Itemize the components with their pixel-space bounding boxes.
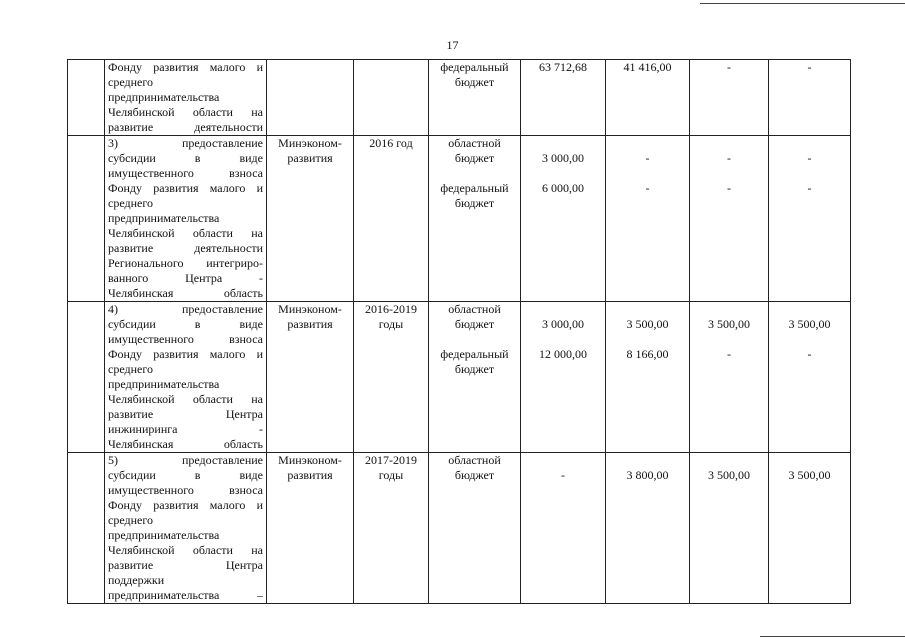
description-word: область — [223, 437, 263, 451]
term-line: 2016-2019 — [365, 302, 417, 316]
description-line — [108, 256, 263, 271]
description-word: имущественного — [108, 166, 194, 180]
description-word: в — [194, 317, 201, 331]
funding-source-line: федеральный — [440, 60, 509, 74]
description-word: и — [256, 60, 263, 74]
description-word: Центра — [225, 407, 263, 421]
amount-cell-3 — [690, 453, 769, 604]
budget-table — [67, 59, 851, 604]
description-word: малого — [209, 347, 246, 361]
spacer — [693, 166, 765, 181]
description-line — [108, 302, 263, 317]
table-body — [68, 60, 851, 604]
executor-line: развития — [287, 151, 333, 165]
amount-cell-1 — [521, 453, 606, 604]
amount-value: - — [561, 468, 565, 482]
description-word: на — [251, 543, 263, 557]
description-cell — [105, 453, 267, 604]
row-number-cell — [68, 302, 105, 453]
description-word: - — [259, 422, 263, 436]
executor-cell — [267, 302, 354, 453]
spacer — [432, 332, 517, 347]
page-number: 17 — [446, 38, 459, 52]
term-cell — [354, 136, 429, 302]
description-line — [108, 211, 263, 226]
description-word: предпринимательства — [108, 377, 220, 391]
spacer — [772, 453, 847, 468]
description-line — [108, 573, 263, 588]
term-cell — [354, 302, 429, 453]
amount-cell-1 — [521, 60, 606, 136]
row-number-cell — [68, 453, 105, 604]
description-word: Фонду — [108, 181, 143, 195]
executor-cell — [267, 136, 354, 302]
spacer — [772, 166, 847, 181]
description-line — [108, 317, 263, 332]
description-word: развитие — [108, 120, 154, 134]
funding-source-cell — [429, 60, 521, 136]
funding-source-cell — [429, 453, 521, 604]
funding-source-line: бюджет — [454, 75, 495, 89]
executor-line: развития — [287, 468, 333, 482]
description-word: 4) — [108, 302, 118, 316]
amount-cell-2 — [606, 60, 690, 136]
description-word: - — [258, 271, 263, 285]
amount-value: - — [645, 151, 650, 165]
spacer — [524, 453, 602, 468]
description-line — [108, 498, 263, 513]
amount-cell-2 — [606, 136, 690, 302]
executor-cell — [267, 60, 354, 136]
executor-line: Минэконом- — [278, 302, 342, 316]
description-line — [108, 528, 263, 543]
funding-source-line: федеральный — [440, 181, 509, 195]
amount-value: 3 800,00 — [626, 468, 669, 482]
funding-source-line: бюджет — [454, 362, 495, 376]
description-word: 3) — [108, 136, 118, 150]
funding-source-line: бюджет — [454, 317, 495, 331]
spacer — [609, 302, 686, 317]
spacer — [524, 136, 602, 151]
amount-cell-4 — [769, 453, 851, 604]
funding-source-line: областной — [448, 136, 501, 150]
description-word: виде — [239, 151, 263, 165]
description-word: области — [192, 543, 233, 557]
term-line: 2016 год — [369, 136, 413, 150]
description-word: – — [257, 588, 263, 602]
spacer — [609, 166, 686, 181]
description-word: развития — [153, 181, 199, 195]
description-word: Центра — [185, 271, 223, 285]
description-line — [108, 453, 263, 468]
description-word: Челябинской — [108, 392, 175, 406]
spacer — [693, 332, 765, 347]
description-word: малого — [209, 498, 246, 512]
amount-cell-2 — [606, 453, 690, 604]
description-line — [108, 151, 263, 166]
amount-value: 3 500,00 — [788, 317, 831, 331]
spacer — [772, 302, 847, 317]
description-word: область — [223, 286, 263, 300]
executor-cell — [267, 453, 354, 604]
amount-value: 3 500,00 — [626, 317, 669, 331]
description-line — [108, 588, 263, 603]
description-word: Челябинской — [108, 226, 175, 240]
amount-cell-4 — [769, 60, 851, 136]
amount-value: 41 416,00 — [623, 60, 672, 74]
table-row — [68, 60, 851, 136]
description-cell — [105, 136, 267, 302]
description-word: ванного — [108, 271, 149, 285]
description-line — [108, 437, 263, 452]
description-line — [108, 196, 263, 211]
description-word: деятельности — [194, 120, 263, 134]
description-word: деятельности — [194, 241, 263, 255]
amount-value: - — [807, 60, 812, 74]
executor-line: развития — [287, 317, 333, 331]
spacer — [609, 136, 686, 151]
amount-cell-4 — [769, 302, 851, 453]
row-number-cell — [68, 136, 105, 302]
description-line — [108, 392, 263, 407]
amount-cell-1 — [521, 302, 606, 453]
description-line — [108, 181, 263, 196]
table-row — [68, 453, 851, 604]
description-word: Фонду — [108, 60, 143, 74]
description-word: развития — [153, 60, 199, 74]
description-word: Челябинской — [108, 105, 175, 119]
description-line — [108, 166, 263, 181]
description-line — [108, 347, 263, 362]
description-word: области — [192, 105, 233, 119]
description-word: субсидии — [108, 151, 156, 165]
description-line — [108, 558, 263, 573]
funding-source-line: бюджет — [454, 151, 495, 165]
description-word: взноса — [229, 332, 263, 346]
description-line — [108, 407, 263, 422]
amount-value: - — [727, 151, 731, 165]
funding-source-cell — [429, 302, 521, 453]
description-word: малого — [209, 181, 246, 195]
description-word: Челябинская — [108, 286, 174, 300]
amount-value: - — [727, 347, 731, 361]
description-line — [108, 483, 263, 498]
description-word: Фонду — [108, 347, 143, 361]
description-word: и — [256, 181, 263, 195]
description-line — [108, 286, 263, 301]
amount-value: - — [807, 181, 812, 195]
description-word: Челябинская — [108, 437, 174, 451]
description-line — [108, 271, 263, 286]
top-edge-line — [700, 3, 905, 4]
funding-source-line: бюджет — [454, 196, 495, 210]
description-word: на — [251, 226, 263, 240]
description-word: имущественного — [108, 483, 194, 497]
description-word: развитие — [108, 407, 154, 421]
description-word: развитие — [108, 241, 154, 255]
description-word: предпринимательства — [108, 588, 220, 602]
funding-source-cell — [429, 136, 521, 302]
term-cell — [354, 60, 429, 136]
description-word: предоставление — [181, 453, 263, 467]
description-line — [108, 120, 263, 135]
description-word: среднего — [108, 513, 153, 527]
description-line — [108, 226, 263, 241]
description-word: виде — [239, 468, 263, 482]
description-word: виде — [239, 317, 263, 331]
description-line — [108, 377, 263, 392]
amount-value: 3 500,00 — [708, 468, 750, 482]
description-cell — [105, 302, 267, 453]
description-word: предпринимательства — [108, 90, 220, 104]
description-line — [108, 362, 263, 377]
description-word: в — [194, 468, 201, 482]
funding-source-line: областной — [448, 453, 501, 467]
description-word: на — [251, 105, 263, 119]
description-word: субсидии — [108, 468, 156, 482]
description-line — [108, 422, 263, 437]
description-word: области — [192, 226, 233, 240]
description-line — [108, 241, 263, 256]
description-word: развития — [153, 498, 199, 512]
amount-value: - — [727, 181, 731, 195]
spacer — [693, 453, 765, 468]
description-word: среднего — [108, 362, 153, 376]
description-line — [108, 90, 263, 105]
description-word: среднего — [108, 196, 153, 210]
amount-value: - — [645, 181, 650, 195]
spacer — [609, 332, 686, 347]
description-line — [108, 543, 263, 558]
description-word: в — [194, 151, 201, 165]
description-word: Центра — [225, 558, 263, 572]
amount-value: 6 000,00 — [542, 181, 584, 195]
row-number-cell — [68, 60, 105, 136]
description-word: предоставление — [181, 302, 263, 316]
table-row — [68, 302, 851, 453]
description-cell — [105, 60, 267, 136]
amount-value: - — [727, 60, 731, 74]
spacer — [524, 166, 602, 181]
amount-cell-3 — [690, 302, 769, 453]
description-word: области — [192, 392, 233, 406]
amount-value: 3 500,00 — [788, 468, 831, 482]
amount-value: - — [807, 151, 812, 165]
description-line — [108, 60, 263, 75]
term-line: 2017-2019 — [365, 453, 417, 467]
description-word: предпринимательства — [108, 528, 220, 542]
term-cell — [354, 453, 429, 604]
description-word: Челябинской — [108, 543, 175, 557]
amount-value: 3 000,00 — [542, 317, 584, 331]
description-line — [108, 105, 263, 120]
description-line — [108, 136, 263, 151]
spacer — [609, 453, 686, 468]
description-line — [108, 332, 263, 347]
funding-source-line: федеральный — [440, 347, 509, 361]
description-word: Регионального — [108, 256, 184, 270]
description-word: имущественного — [108, 332, 194, 346]
funding-source-line: бюджет — [454, 468, 495, 482]
description-word: субсидии — [108, 317, 156, 331]
spacer — [524, 302, 602, 317]
amount-cell-3 — [690, 136, 769, 302]
description-word: поддержки — [108, 573, 165, 587]
description-word: развития — [153, 347, 199, 361]
funding-source-line: областной — [448, 302, 501, 316]
description-word: взноса — [229, 483, 263, 497]
description-line — [108, 513, 263, 528]
description-word: инжиниринга — [108, 422, 178, 436]
table-row — [68, 136, 851, 302]
spacer — [772, 332, 847, 347]
description-word: 5) — [108, 453, 118, 467]
description-word: интегриро- — [206, 256, 263, 270]
description-line — [108, 75, 263, 90]
description-word: развитие — [108, 558, 154, 572]
term-line: годы — [378, 468, 404, 482]
description-word: взноса — [229, 166, 263, 180]
amount-cell-4 — [769, 136, 851, 302]
description-word: предоставление — [181, 136, 263, 150]
description-word: малого — [209, 60, 246, 74]
description-word: и — [256, 347, 263, 361]
bottom-edge-line — [760, 636, 905, 637]
description-word: и — [256, 498, 263, 512]
spacer — [432, 166, 517, 181]
spacer — [772, 136, 847, 151]
term-line: годы — [378, 317, 404, 331]
amount-value: 12 000,00 — [539, 347, 587, 361]
description-word: среднего — [108, 75, 153, 89]
executor-line: Минэконом- — [278, 136, 342, 150]
description-word: Фонду — [108, 498, 143, 512]
amount-cell-2 — [606, 302, 690, 453]
description-word: на — [251, 392, 263, 406]
amount-cell-3 — [690, 60, 769, 136]
amount-value: 63 712,68 — [539, 60, 587, 74]
amount-value: 3 000,00 — [542, 151, 584, 165]
spacer — [693, 136, 765, 151]
spacer — [693, 302, 765, 317]
executor-line: Минэконом- — [278, 453, 342, 467]
amount-cell-1 — [521, 136, 606, 302]
description-word: предпринимательства — [108, 211, 220, 225]
amount-value: 3 500,00 — [708, 317, 750, 331]
amount-value: 8 166,00 — [626, 347, 669, 361]
spacer — [524, 332, 602, 347]
description-line — [108, 468, 263, 483]
amount-value: - — [807, 347, 812, 361]
